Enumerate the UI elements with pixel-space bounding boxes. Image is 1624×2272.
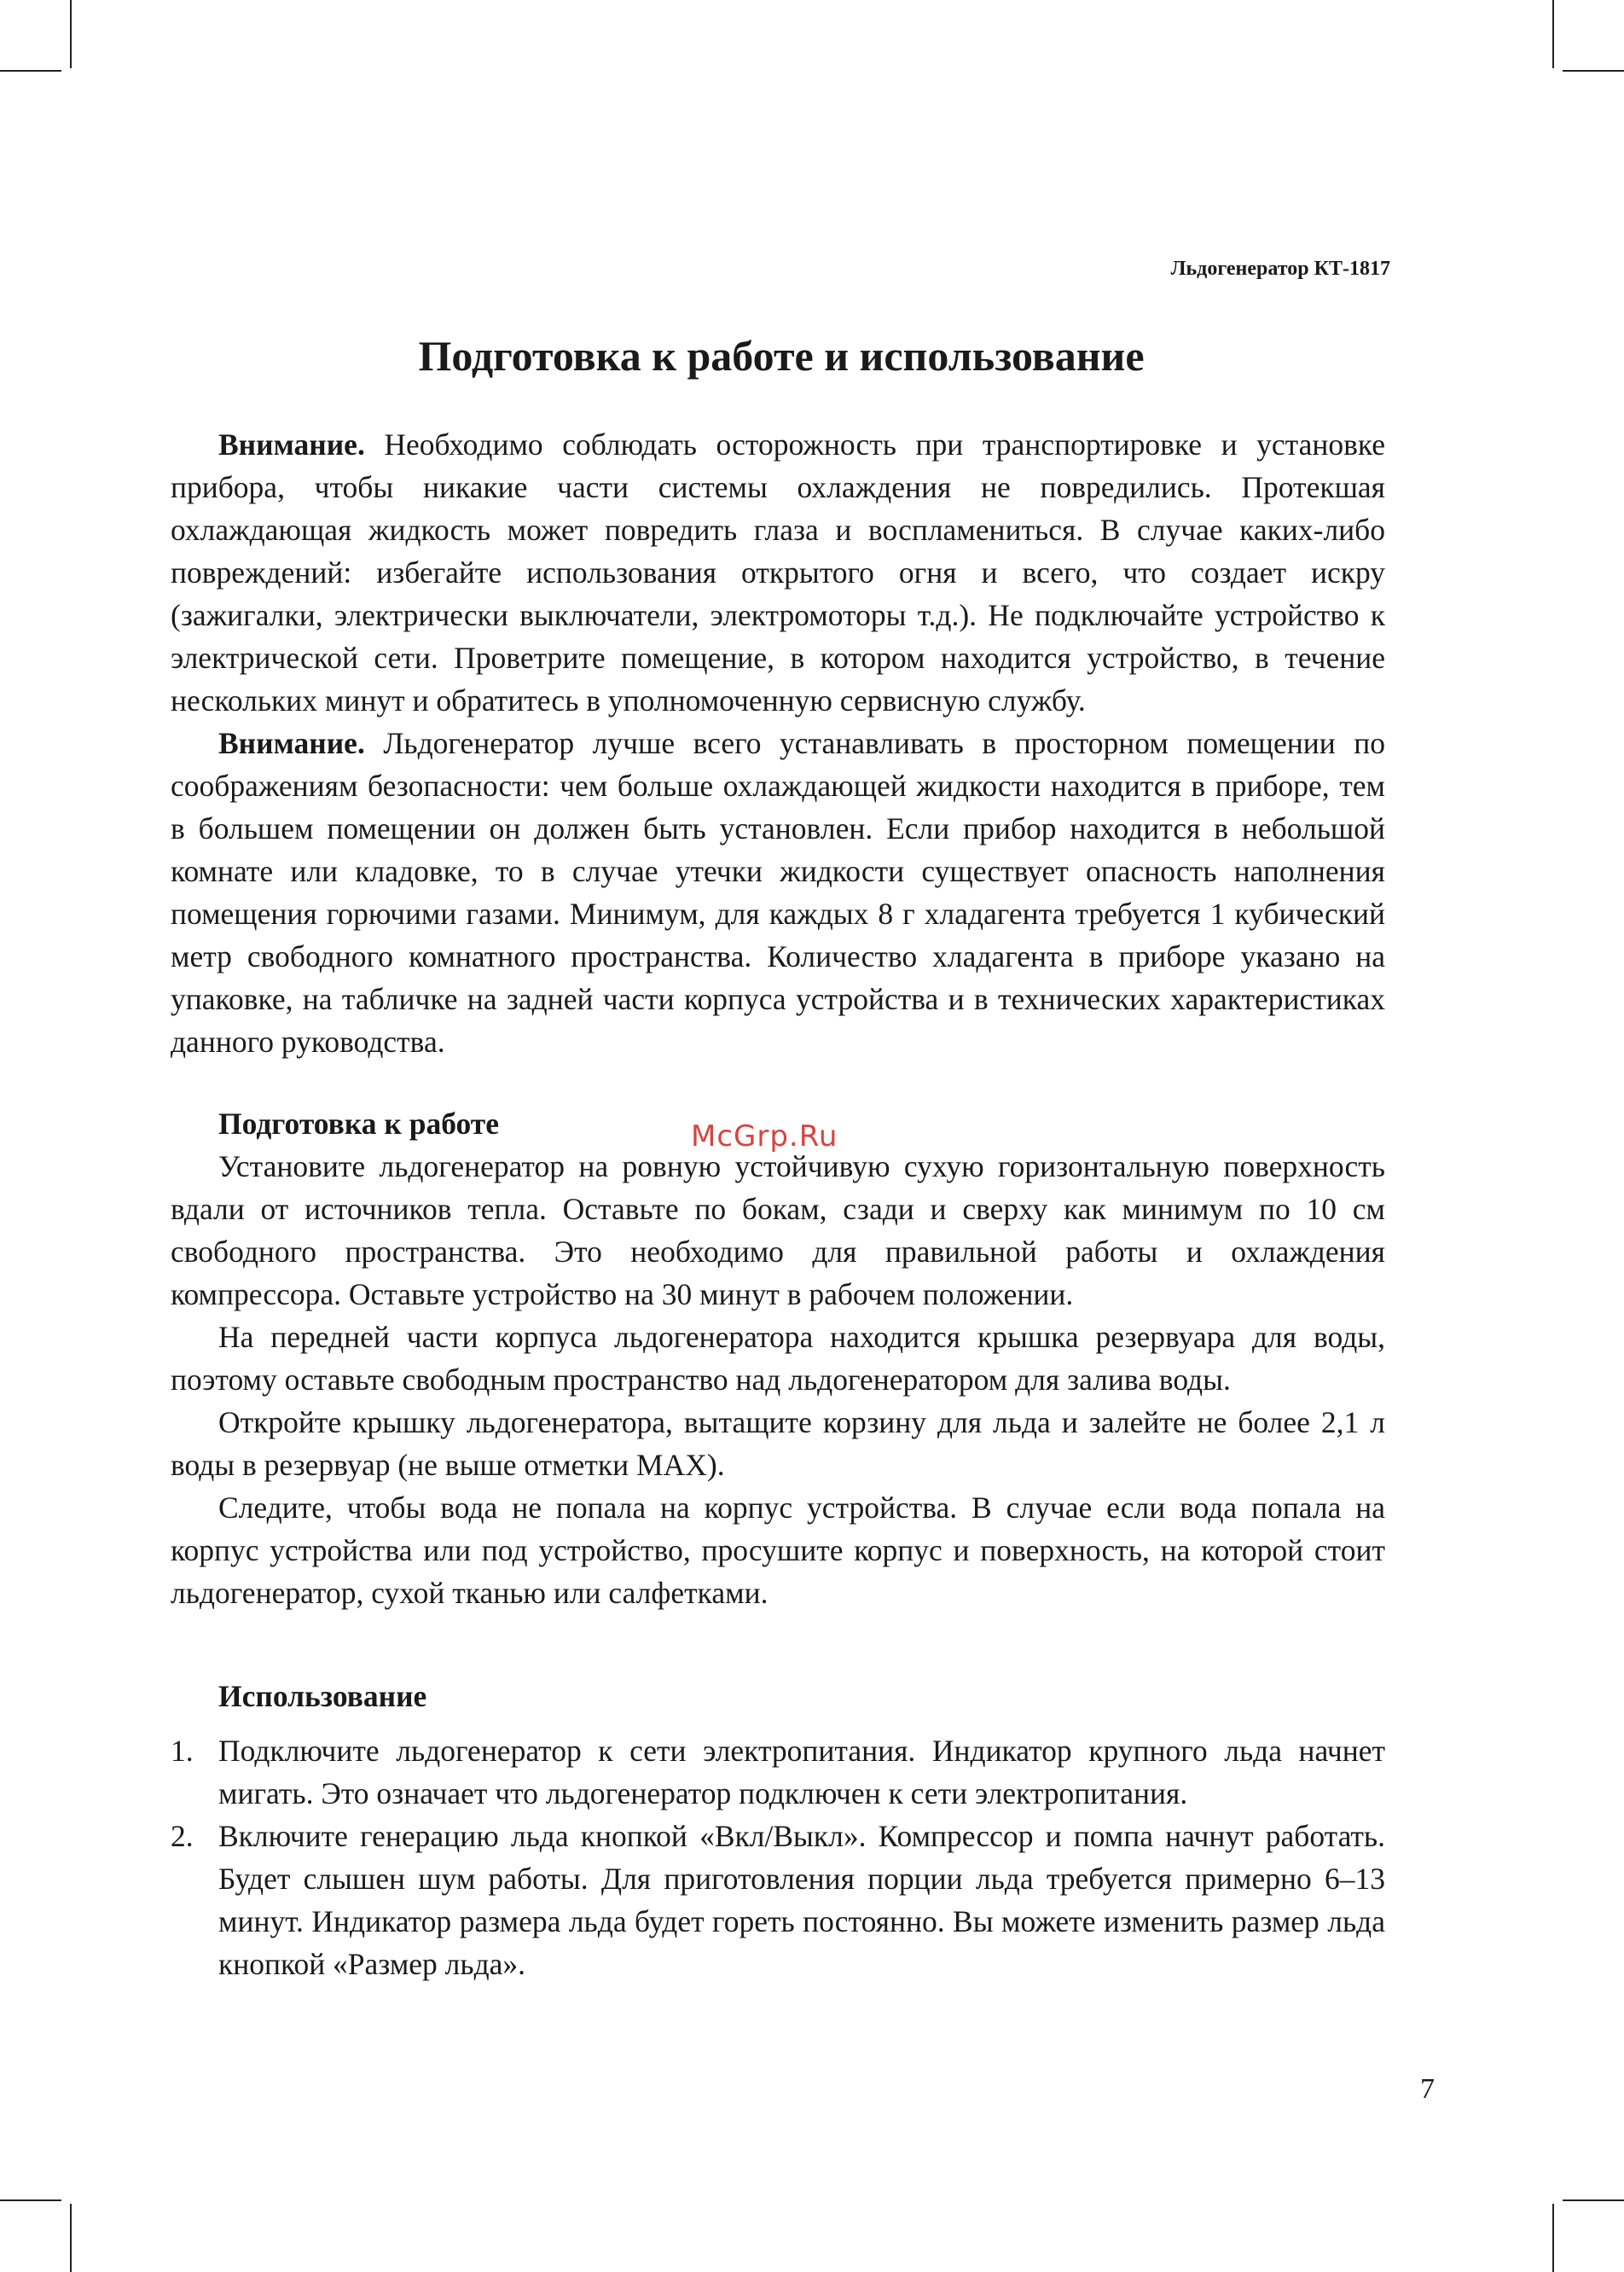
crop-mark-bottom-left-vertical <box>70 2204 72 2272</box>
warning-text: Льдогенератор лучше всего устанавливать в просторном помещении по соображениям безопасности: чем больше охлаждающей жидкости находится в приборе, тем в большем помещении он должен быть установлен. Если прибор находится в небольшой комнате или кладовке, то в случае утечки жидкости существует опасность наполнения помещения горючими газами. Минимум, для каждых 8 г хладагента требуется 1 кубический метр свободного комнатного пространства. Количество хладагента в приборе указано на упаковке, на табличке на задней части корпуса устройства и в технических характеристиках данного руководства. <box>171 726 1385 1059</box>
crop-mark-top-right-vertical <box>1552 0 1554 68</box>
page-title: Подготовка к работе и использование <box>418 332 1145 380</box>
step-text: Включите генерацию льда кнопкой «Вкл/Выкл». Компрессор и помпа начнут работать. Будет слышен шум работы. Для приготовления порции льда требуется примерно 6–13 минут. Индикатор размера льда будет гореть постоянно. Вы можете изменить размер льда кнопкой «Размер льда». <box>218 1819 1385 1981</box>
preparation-section <box>171 1102 1385 1614</box>
preparation-heading: Подготовка к работе <box>218 1107 499 1141</box>
warning-paragraph-1 <box>171 423 1385 722</box>
watermark: McGrp.Ru <box>691 1119 838 1153</box>
preparation-paragraph: Установите льдогенератор на ровную устойчивую сухую горизонтальную поверхность вдали от источников тепла. Оставьте по бокам, сзади и сверху как минимум по 10 см свободного пространства. Это необходимо для правильной работы и охлаждения компрессора. Оставьте устройство на 30 минут в рабочем положении. <box>171 1149 1385 1311</box>
warning-paragraph-2 <box>171 722 1385 1063</box>
crop-mark-bottom-right-horizontal <box>1563 2199 1624 2201</box>
list-item <box>171 1729 1385 1815</box>
crop-mark-top-left-horizontal <box>0 70 61 72</box>
list-item <box>171 1815 1385 1985</box>
crop-mark-top-right-horizontal <box>1563 70 1624 72</box>
step-text: Подключите льдогенератор к сети электропитания. Индикатор крупного льда начнет мигать. Это означает что льдогенератор подключен к сети электропитания. <box>218 1734 1385 1810</box>
step-number: 2. <box>171 1819 194 1853</box>
warning-lead: Внимание. <box>218 726 365 760</box>
preparation-paragraph: Откройте крышку льдогенератора, вытащите корзину для льда и залейте не более 2,1 л воды в резервуар (не выше отметки MAX). <box>171 1405 1385 1482</box>
running-header: Льдогенератор КТ-1817 <box>1170 258 1390 280</box>
step-number: 1. <box>171 1734 194 1768</box>
page-number: 7 <box>1420 2073 1435 2105</box>
warning-text: Необходимо соблюдать осторожность при транспортировке и установке прибора, чтобы никакие части системы охлаждения не повредились. Протекшая охлаждающая жидкость может повредить глаза и воспламениться. В случае каких-либо повреждений: избегайте использования открытого огня и всего, что создает искру (зажигалки, электрически выключатели, электромоторы т.д.). Не подключайте устройство к электрической сети. Проветрите помещение, в котором находится устройство, в течение нескольких минут и обратитесь в уполномоченную сервисную службу. <box>171 427 1385 718</box>
crop-mark-bottom-left-horizontal <box>0 2199 61 2201</box>
warnings-section <box>171 423 1385 1063</box>
usage-section <box>171 1675 1385 1985</box>
usage-steps-list <box>171 1729 1385 1985</box>
preparation-paragraph: На передней части корпуса льдогенератора находится крышка резервуара для воды, поэтому оставьте свободным пространство над льдогенератором для залива воды. <box>171 1320 1385 1397</box>
usage-heading: Использование <box>218 1679 427 1713</box>
warning-lead: Внимание. <box>218 427 365 462</box>
preparation-paragraph: Следите, чтобы вода не попала на корпус устройства. В случае если вода попала на корпус устройства или под устройство, просушите корпус и поверхность, на которой стоит льдогенератор, сухой тканью или салфетками. <box>171 1490 1385 1610</box>
crop-mark-bottom-right-vertical <box>1552 2204 1554 2272</box>
crop-mark-top-left-vertical <box>70 0 72 68</box>
